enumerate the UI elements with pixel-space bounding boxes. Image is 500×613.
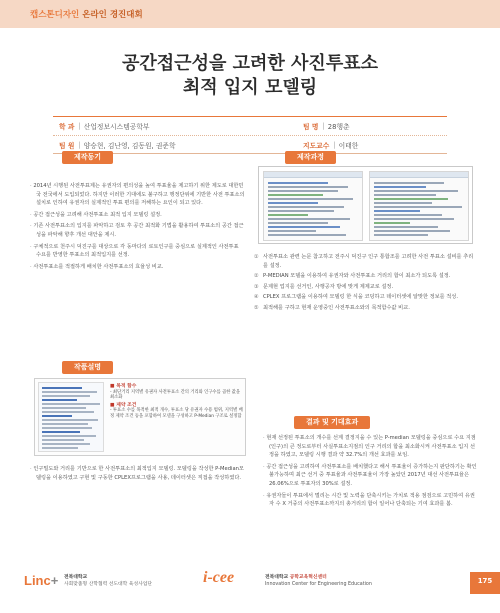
title-line-1: 공간접근성을 고려한 사진투표소: [122, 53, 378, 74]
list-item: · 2014년 시행된 사전투표제는 유권자의 편의성을 높여 투표율을 제고하기 위한 제도로 대한민국 전국에서 도입되었다. 하지만 이러한 기대에도 불구하고 행정단위에 기반한 사전 투표소의 설치로 인하여 유권자의 실제적인 투표 편의를 저해하는 요인이 되고 있다.: [30, 182, 245, 208]
list-item: · 유권자들이 투표에서 멀리는 시간 및 노력을 단축시키는 가치로 적용 점검으로 고민하여 유권자 수 X 거중의 사전투표소까지의 총거리의 합이 일어나 단축되는 기여 효과를 봄.: [263, 492, 478, 509]
result-list: [263, 434, 478, 512]
team-value: 28행춘: [327, 123, 350, 131]
list-item: · 인구밀도와 거리를 기반으로 한 사전투표소의 최적입지 모델링. 모델링을 작성한 P-Median모델링을 이용하였고 구현 및 구동한 CPLEX프로그램을 사용, 데이터셋은 직접을 작성하였다.: [30, 465, 245, 482]
contest-label: [30, 8, 143, 20]
contest-label-plain: 온라인 경진대회: [79, 10, 143, 20]
pane-titlebar: [264, 172, 362, 178]
separator: |: [78, 122, 81, 130]
process-screenshot: [258, 166, 473, 244]
constraint-desc: - 투표소 수를 목적한 최적 개수, 투표소 당 유권자 수용 범위, 지역별 배정 제약 조건 등을 포함하여 모델을 구성하고 P-Median 구조로 설정함: [110, 408, 243, 419]
info-row-2: [53, 135, 447, 153]
dept-key: 학 과: [59, 123, 75, 131]
dept-cell: [53, 121, 303, 131]
process-steps: [254, 253, 478, 315]
list-item: ③ 문제현 업지를 선거인, 사행공자 방에 맞게 제제교로 설정.: [254, 283, 394, 290]
list-item: · 사전투표소를 적절하게 배치한 사전투표소의 효율성 비교.: [30, 263, 245, 272]
footer: [0, 563, 470, 613]
separator: |: [78, 140, 81, 149]
list-item: · 현재 선정된 투표소의 개수를 선계 결정지을 수 있는 P-median 모델링을 중심으로 수요 지점(인구)의 큰 정도로부터 사실투표소지점의 인구 거리의 합을 최소화시켜 사전투표소 입지 선정을 하였고, 모델링 시행 결과 약 32.7%의 개선 효과를 보임.: [263, 434, 478, 460]
section-label-result: 결과 및 기대효과: [294, 416, 370, 429]
list-item: ⑤ 최적해를 구하고 현재 운영중인 사전투표소와의 목적함수값 비교.: [254, 304, 410, 311]
team-key: 팀 명: [303, 123, 319, 131]
icee-logo: i-cee: [203, 569, 235, 586]
list-item: · 공간 접근성을 고려해 사전투표소 최적 입지 모델링 설정.: [30, 211, 245, 220]
section-label-explain: 작품설명: [62, 361, 113, 374]
list-item: · 구체적으로 천주시 덕진구를 대상으로 각 동마다의 로토인구를 중심으로 실제적인 사전투표 수요를 반영한 투표소의 최적입지를 선정.: [30, 243, 245, 260]
advisor-cell: [303, 140, 447, 150]
explain-list: [30, 465, 245, 485]
org2-text: 전북대학교 공학교육혁신센터 Innovation Center for Engineering Education: [265, 575, 372, 587]
explain-figure: [34, 378, 246, 456]
separator: |: [333, 140, 336, 149]
members-cell: [53, 140, 303, 150]
list-item: ② P-MEDIAN 모델을 이용하여 유권자와 사전투표소 거리의 합이 최소가 되도록 설정.: [254, 273, 451, 280]
list-item: ① 사전투표소 관련 논문 참고하고 전주시 덕진구 인구 통합조를 고려한 사전 투표소 설비를 추리를 설정.: [254, 254, 474, 269]
list-item: · 공간 접근성을 고려하여 사전투표소를 배치했다고 해서 투표율이 증가하는지 판단하기는 확인 불가능하며 최근 선거 중 투표율과 사전투표율이 가장 높았던 2017년 대선 사전투표율은 26.06%으로 투표자의 30%로 설정.: [263, 463, 478, 489]
info-table: [53, 116, 447, 154]
info-row-1: [53, 117, 447, 135]
advisor-key: 지도교수: [303, 141, 330, 150]
section-label-purpose: 제작동기: [62, 151, 113, 164]
page-title: [20, 52, 480, 100]
list-item: · 기존 사전투표소의 입지를 파악하고 검토 후 공간 최적화 기법을 활용하여 투표소의 공간 접근성을 파악해 향후 개선 대안을 제시.: [30, 222, 245, 239]
title-line-2: 최적 입지 모델링: [182, 77, 318, 98]
advisor-value: 이태한: [338, 141, 359, 150]
objective-desc: - 최단거리 지역별 유권자 사전투표소 간의 거리와 인구수를 곱한 값을 최소화: [110, 389, 241, 401]
team-cell: [303, 121, 447, 131]
model-description: [110, 382, 243, 420]
code-pane-right: [369, 171, 469, 241]
constraint-heading: ■ 제약 조건: [110, 402, 137, 408]
model-code-pane: [38, 382, 104, 452]
code-pane-left: [263, 171, 363, 241]
linc-logo: Linc+: [24, 573, 59, 588]
separator: |: [322, 122, 325, 130]
objective-heading: ■ 목적 함수: [110, 384, 137, 389]
poster-content: [20, 28, 480, 563]
purpose-list: [30, 182, 245, 274]
contest-label-accent: 캡스톤디자인: [30, 10, 80, 20]
dept-value: 산업정보시스템공학부: [83, 123, 150, 131]
pane-titlebar: [370, 172, 468, 178]
members-key: 팀 원: [59, 141, 75, 150]
members-value: 양승현, 김난영, 김동원, 권준학: [83, 141, 176, 150]
org1-text: 전북대학교 사회맞춤형 산학협력 선도대학 육성사업단: [64, 575, 152, 587]
section-label-process: 제작과정: [285, 151, 336, 164]
header-bar: [0, 0, 500, 28]
page-number: 175: [477, 577, 493, 585]
list-item: ④ CPLEX 프로그램을 이용하여 모델링 한 식을 코딩하고 데이터셋에 알맞한 정보를 적성.: [254, 294, 458, 301]
